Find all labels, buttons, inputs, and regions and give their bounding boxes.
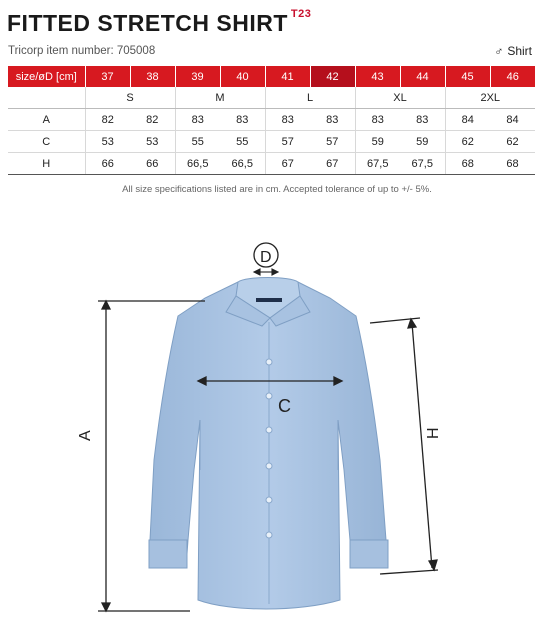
table-row bbox=[8, 131, 535, 153]
label-h: H bbox=[425, 427, 442, 439]
shirt-label bbox=[256, 298, 282, 302]
gender-label bbox=[494, 44, 532, 58]
value-cell: 68 bbox=[445, 153, 490, 175]
value-cell: 83 bbox=[355, 109, 400, 131]
row-label: H bbox=[8, 153, 85, 175]
size-cell: 38 bbox=[130, 66, 175, 87]
size-table bbox=[8, 66, 535, 175]
table-row bbox=[8, 109, 535, 131]
value-cell: 68 bbox=[490, 153, 535, 175]
value-cell: 67 bbox=[265, 153, 310, 175]
gender-text: Shirt bbox=[507, 44, 532, 58]
value-cell: 82 bbox=[85, 109, 130, 131]
value-cell: 83 bbox=[265, 109, 310, 131]
size-cell: 37 bbox=[85, 66, 130, 87]
right-cuff bbox=[350, 540, 388, 568]
value-cell: 83 bbox=[175, 109, 220, 131]
value-cell: 62 bbox=[445, 131, 490, 153]
value-cell: 84 bbox=[445, 109, 490, 131]
size-cell: 40 bbox=[220, 66, 265, 87]
value-cell: 57 bbox=[265, 131, 310, 153]
value-cell: 67 bbox=[310, 153, 355, 175]
size-cell: 44 bbox=[400, 66, 445, 87]
item-number: Tricorp item number: 705008 bbox=[8, 45, 156, 57]
product-code: T23 bbox=[290, 8, 312, 20]
size-cell: 41 bbox=[265, 66, 310, 87]
value-cell: 83 bbox=[400, 109, 445, 131]
product-title: FITTED STRETCH SHIRT $^{T23}$ bbox=[7, 8, 312, 36]
band-cell: 2XL bbox=[445, 87, 535, 109]
male-icon: ♂ bbox=[494, 44, 504, 58]
value-cell: 57 bbox=[310, 131, 355, 153]
size-cell: 45 bbox=[445, 66, 490, 87]
value-cell: 55 bbox=[220, 131, 265, 153]
size-header-label: size/øD [cm] bbox=[8, 66, 85, 87]
value-cell: 83 bbox=[310, 109, 355, 131]
value-cell: 53 bbox=[85, 131, 130, 153]
label-c: C bbox=[278, 396, 291, 416]
value-cell: 62 bbox=[490, 131, 535, 153]
row-label: C bbox=[8, 131, 85, 153]
band-cell: XL bbox=[355, 87, 445, 109]
value-cell: 83 bbox=[220, 109, 265, 131]
size-cell: 43 bbox=[355, 66, 400, 87]
value-cell: 55 bbox=[175, 131, 220, 153]
row-label: A bbox=[8, 109, 85, 131]
value-cell: 59 bbox=[355, 131, 400, 153]
value-cell: 66 bbox=[130, 153, 175, 175]
table-row bbox=[8, 153, 535, 175]
value-cell: 66,5 bbox=[175, 153, 220, 175]
band-cell: S bbox=[85, 87, 175, 109]
value-cell: 67,5 bbox=[400, 153, 445, 175]
value-cell: 66,5 bbox=[220, 153, 265, 175]
shirt-illustration bbox=[149, 278, 388, 610]
value-cell: 66 bbox=[85, 153, 130, 175]
value-cell: 53 bbox=[130, 131, 175, 153]
band-cell: L bbox=[265, 87, 355, 109]
size-header-row bbox=[8, 66, 535, 87]
size-band-row bbox=[8, 87, 535, 109]
size-note: All size specifications listed are in cm. Accepted tolerance of up to +/- 5%. bbox=[122, 184, 432, 195]
left-cuff bbox=[149, 540, 187, 568]
label-d: D bbox=[260, 249, 272, 266]
shirt-diagram bbox=[0, 200, 554, 635]
band-empty-cell bbox=[8, 87, 85, 109]
size-cell: 42 bbox=[310, 66, 355, 87]
value-cell: 84 bbox=[490, 109, 535, 131]
band-cell: M bbox=[175, 87, 265, 109]
value-cell: 82 bbox=[130, 109, 175, 131]
size-cell: 46 bbox=[490, 66, 535, 87]
size-cell: 39 bbox=[175, 66, 220, 87]
value-cell: 67,5 bbox=[355, 153, 400, 175]
label-a: A bbox=[77, 430, 94, 441]
value-cell: 59 bbox=[400, 131, 445, 153]
